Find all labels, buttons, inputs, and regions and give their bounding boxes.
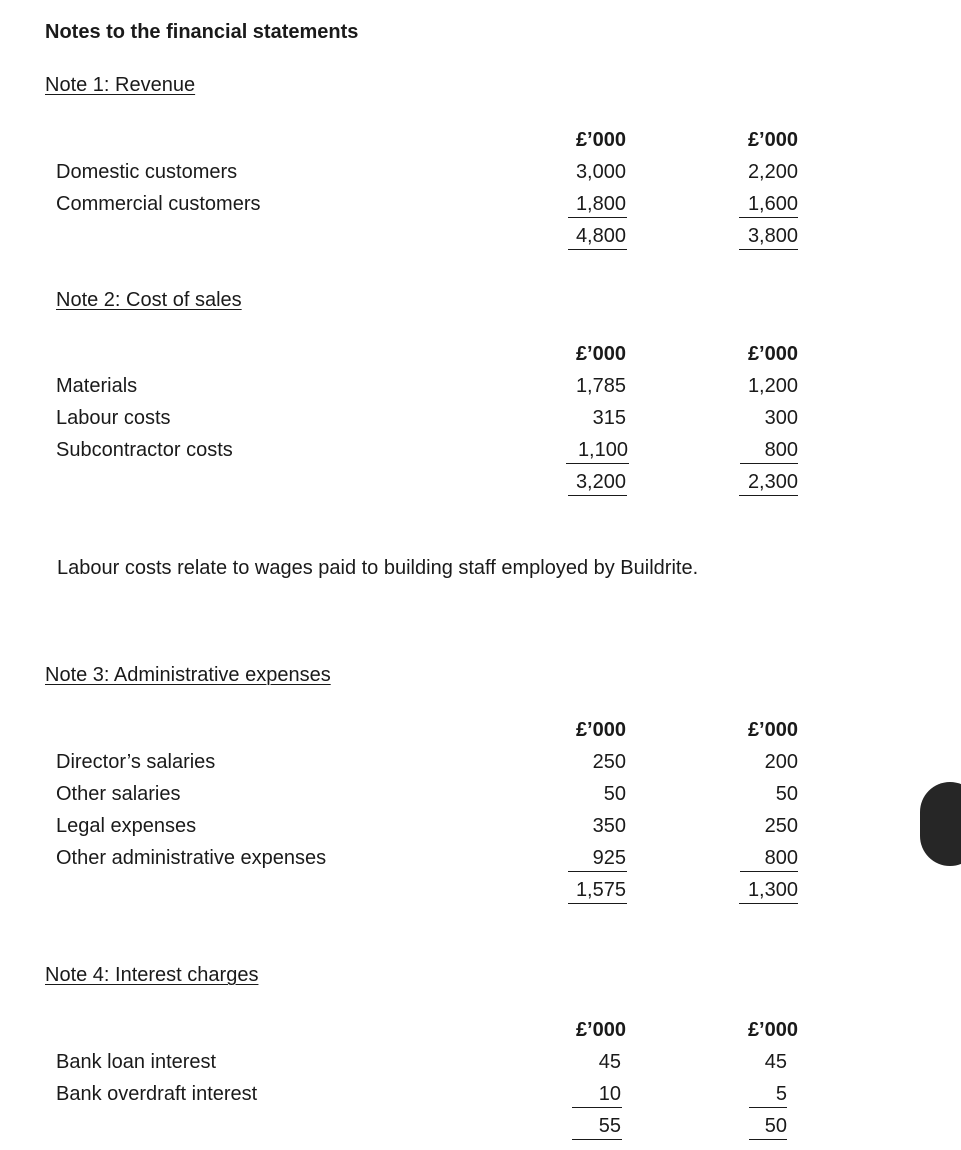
page-title: Notes to the financial statements bbox=[45, 21, 359, 43]
total-rule bbox=[739, 903, 798, 904]
subtotal-rule bbox=[568, 871, 627, 872]
note-3-row-value-current: 350 bbox=[592, 815, 626, 837]
total-rule bbox=[749, 1139, 787, 1140]
note-1-total-prior: 3,800 bbox=[747, 225, 798, 247]
note-3-row-value-current: 925 bbox=[592, 847, 626, 869]
note-2-row-value-current: 1,785 bbox=[575, 375, 626, 397]
note-3-row-value-prior: 200 bbox=[764, 751, 798, 773]
note-4-col1-header: £’000 bbox=[575, 1019, 626, 1041]
note-1-row-value-current: 3,000 bbox=[575, 161, 626, 183]
note-2-total-prior: 2,300 bbox=[747, 471, 798, 493]
note-3-col2-header: £’000 bbox=[747, 719, 798, 741]
note-2-row-value-current: 315 bbox=[592, 407, 626, 429]
note-1-row-value-prior: 1,600 bbox=[747, 193, 798, 215]
total-rule bbox=[568, 495, 627, 496]
subtotal-rule bbox=[568, 217, 627, 218]
note-2-heading: Note 2: Cost of sales bbox=[56, 289, 242, 311]
note-4-col2-header: £’000 bbox=[747, 1019, 798, 1041]
note-2-row-label: Labour costs bbox=[56, 407, 171, 429]
note-4-row-label: Bank loan interest bbox=[56, 1051, 217, 1073]
total-rule bbox=[568, 249, 627, 250]
note-3-row-value-current: 250 bbox=[592, 751, 626, 773]
total-rule bbox=[572, 1139, 622, 1140]
note-3-row-value-prior: 50 bbox=[775, 783, 798, 805]
note-2-row-label: Materials bbox=[56, 375, 138, 397]
subtotal-rule bbox=[749, 1107, 787, 1108]
note-1-row-label: Domestic customers bbox=[56, 161, 238, 183]
floating-side-handle[interactable] bbox=[920, 782, 961, 866]
note-1-col1-header: £’000 bbox=[575, 129, 626, 151]
note-4-row-value-prior: 5 bbox=[775, 1083, 787, 1105]
note-4-row-value-prior: 45 bbox=[764, 1051, 787, 1073]
note-4-total-prior: 50 bbox=[764, 1115, 787, 1137]
note-1-total-current: 4,800 bbox=[575, 225, 626, 247]
note-2-col1-header: £’000 bbox=[575, 343, 626, 365]
note-2-row-value-prior: 1,200 bbox=[747, 375, 798, 397]
note-3-row-value-prior: 250 bbox=[764, 815, 798, 837]
note-1-col2-header: £’000 bbox=[747, 129, 798, 151]
note-2-row-value-current: 1,100 bbox=[577, 439, 628, 461]
note-2-comment: Labour costs relate to wages paid to building staff employed by Buildrite. bbox=[57, 557, 699, 579]
note-3-row-value-current: 50 bbox=[603, 783, 626, 805]
note-3-row-label: Other salaries bbox=[56, 783, 181, 805]
note-3-row-label: Other administrative expenses bbox=[56, 847, 327, 869]
subtotal-rule bbox=[572, 1107, 622, 1108]
note-4-row-value-current: 45 bbox=[598, 1051, 621, 1073]
note-1-row-value-current: 1,800 bbox=[575, 193, 626, 215]
note-3-row-label: Legal expenses bbox=[56, 815, 197, 837]
subtotal-rule bbox=[739, 217, 798, 218]
note-3-total-prior: 1,300 bbox=[747, 879, 798, 901]
note-4-row-value-current: 10 bbox=[598, 1083, 621, 1105]
note-3-row-label: Director’s salaries bbox=[56, 751, 216, 773]
note-3-heading: Note 3: Administrative expenses bbox=[45, 664, 331, 686]
note-1-row-label: Commercial customers bbox=[56, 193, 261, 215]
note-2-total-current: 3,200 bbox=[575, 471, 626, 493]
subtotal-rule bbox=[740, 463, 798, 464]
note-3-col1-header: £’000 bbox=[575, 719, 626, 741]
note-4-heading: Note 4: Interest charges bbox=[45, 964, 259, 986]
total-rule bbox=[568, 903, 627, 904]
note-4-row-label: Bank overdraft interest bbox=[56, 1083, 258, 1105]
subtotal-rule bbox=[740, 871, 798, 872]
total-rule bbox=[739, 495, 798, 496]
total-rule bbox=[739, 249, 798, 250]
note-2-row-label: Subcontractor costs bbox=[56, 439, 233, 461]
note-4-total-current: 55 bbox=[598, 1115, 621, 1137]
subtotal-rule bbox=[566, 463, 629, 464]
note-2-row-value-prior: 800 bbox=[764, 439, 798, 461]
note-3-total-current: 1,575 bbox=[575, 879, 626, 901]
note-1-heading: Note 1: Revenue bbox=[45, 74, 196, 96]
note-1-row-value-prior: 2,200 bbox=[747, 161, 798, 183]
note-2-col2-header: £’000 bbox=[747, 343, 798, 365]
note-3-row-value-prior: 800 bbox=[764, 847, 798, 869]
note-2-row-value-prior: 300 bbox=[764, 407, 798, 429]
